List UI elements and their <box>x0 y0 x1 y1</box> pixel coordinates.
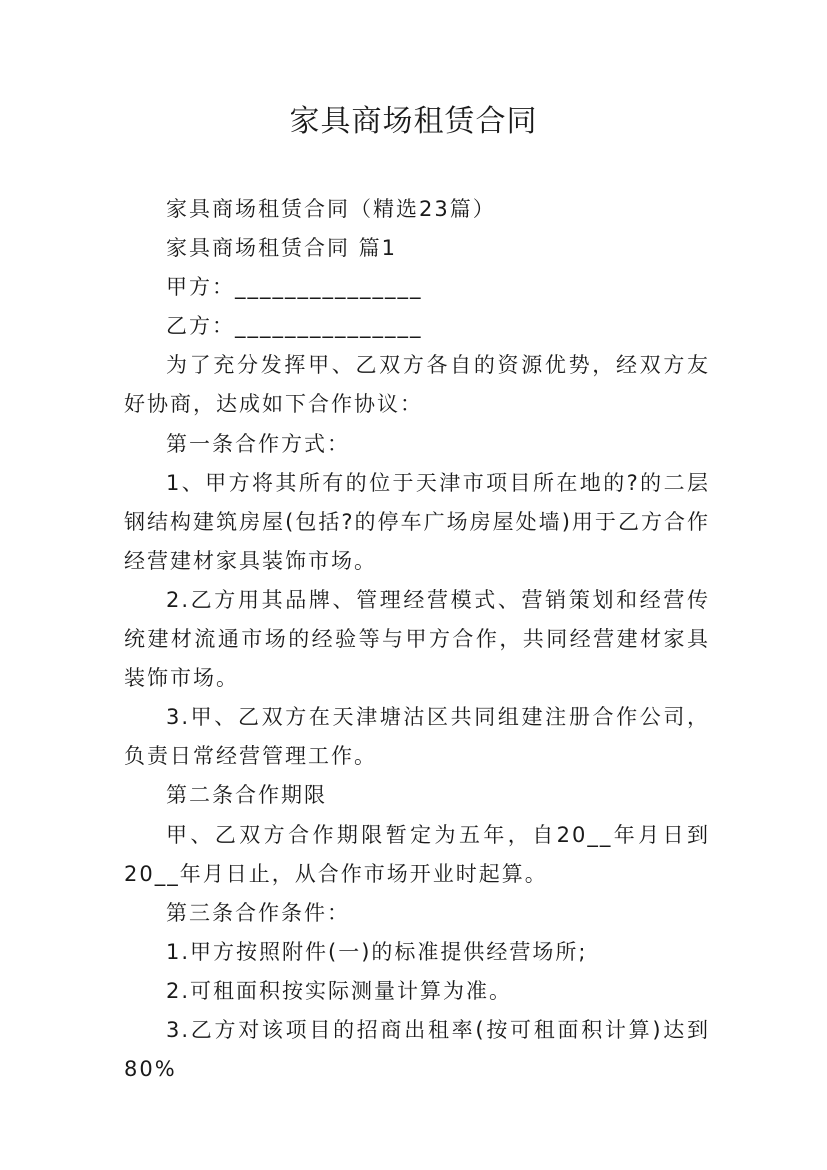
paragraph-section-heading: 家具商场租赁合同 篇1 <box>166 236 398 261</box>
paragraph-article-3-item-3: 3.乙方对该项目的招商出租率(按可租面积计算)达到80% <box>124 1017 710 1082</box>
document-body <box>124 190 710 1089</box>
paragraph-article-1: 第一条合作方式： <box>166 431 350 456</box>
paragraph-subtitle: 家具商场租赁合同（精选23篇） <box>166 197 496 221</box>
paragraph-preamble: 为了充分发挥甲、乙双方各自的资源优势，经双方友好协商，达成如下合作协议： <box>124 353 710 417</box>
paragraph-article-2: 第二条合作期限 <box>166 783 327 808</box>
document-title: 家具商场租赁合同 <box>289 104 538 139</box>
paragraph-article-2-text: 甲、乙双方合作期限暂定为五年，自20__年月日到20__年月日止，从合作市场开业时起算。 <box>124 822 710 886</box>
paragraph-article-3-item-1: 1.甲方按照附件(一)的标准提供经营场所; <box>166 939 588 964</box>
paragraph-article-1-item-1: 1、甲方将其所有的位于天津市项目所在地的?的二层钢结构建筑房屋(包括?的停车广场房屋处墙)用于乙方合作经营建材家具装饰市场。 <box>124 470 710 573</box>
paragraph-article-3-item-2: 2.可租面积按实际测量计算为准。 <box>166 978 513 1003</box>
paragraph-article-3: 第三条合作条件： <box>166 900 350 925</box>
paragraph-party-b: 乙方：_______________ <box>166 314 423 339</box>
paragraph-party-a: 甲方：_______________ <box>166 275 423 300</box>
paragraph-article-1-item-3: 3.甲、乙双方在天津塘沽区共同组建注册合作公司，负责日常经营管理工作。 <box>124 705 710 769</box>
paragraph-article-1-item-2: 2.乙方用其品牌、管理经营模式、营销策划和经营传统建材流通市场的经验等与甲方合作，共同经营建材家具装饰市场。 <box>124 587 710 691</box>
